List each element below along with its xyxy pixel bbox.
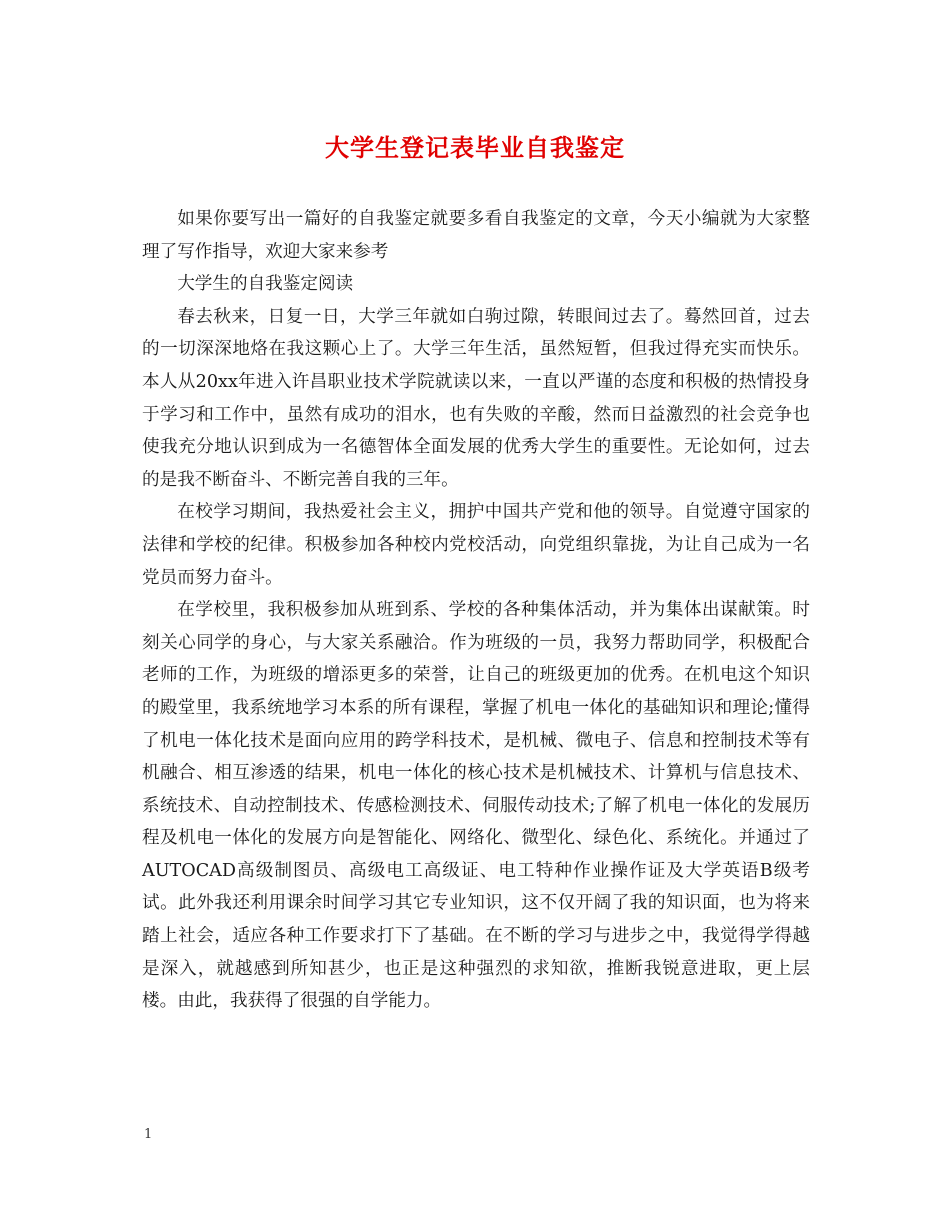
document-title: 大学生登记表毕业自我鉴定 bbox=[325, 133, 625, 162]
paragraph-political: 在校学习期间，我热爱社会主义，拥护中国共产党和他的领导。自觉遵守国家的法律和学校的纪律。积极参加各种校内党校活动，向党组织靠拢，为让自己成为一名党员而努力奋斗。 bbox=[142, 502, 810, 588]
page-number: 1 bbox=[144, 1127, 153, 1142]
document-body bbox=[142, 203, 810, 1018]
paragraph-intro: 如果你要写出一篇好的自我鉴定就要多看自我鉴定的文章，今天小编就为大家整理了写作指导，欢迎大家来参考 bbox=[142, 209, 810, 262]
paragraph-subheading: 大学生的自我鉴定阅读 bbox=[177, 274, 354, 295]
paragraph-reflection: 春去秋来，日复一日，大学三年就如白驹过隙，转眼间过去了。蓦然回首，过去的一切深深地烙在我这颗心上了。大学三年生活，虽然短暂，但我过得充实而快乐。本人从20xx年进入许昌职业技术学院就读以来，一直以严谨的态度和积极的热情投身于学习和工作中，虽然有成功的泪水，也有失败的辛酸，然而日益激烈的社会竞争也使我充分地认识到成为一名德智体全面发展的优秀大学生的重要性。无论如何，过去的是我不断奋斗、不断完善自我的三年。 bbox=[142, 306, 810, 490]
paragraph-study: 在学校里，我积极参加从班到系、学校的各种集体活动，并为集体出谋献策。时刻关心同学的身心，与大家关系融洽。作为班级的一员，我努力帮助同学，积极配合老师的工作，为班级的增添更多的荣誉，让自己的班级更加的优秀。在机电这个知识的殿堂里，我系统地学习本系的所有课程，掌握了机电一体化的基础知识和理论;懂得了机电一体化技术是面向应用的跨学科技术，是机械、微电子、信息和控制技术等有机融合、相互渗透的结果，机电一体化的核心技术是机械技术、计算机与信息技术、系统技术、自动控制技术、传感检测技术、伺服传动技术;了解了机电一体化的发展历程及机电一体化的发展方向是智能化、网络化、微型化、绿色化、系统化。并通过了AUTOCAD高级制图员、高级电工高级证、电工特种作业操作证及大学英语B级考试。此外我还利用课余时间学习其它专业知识，这不仅开阔了我的知识面，也为将来踏上社会，适应各种工作要求打下了基础。在不断的学习与进步之中，我觉得学得越是深入，就越感到所知甚少，也正是这种强烈的求知欲，推断我锐意进取，更上层楼。由此，我获得了很强的自学能力。 bbox=[142, 600, 810, 1012]
